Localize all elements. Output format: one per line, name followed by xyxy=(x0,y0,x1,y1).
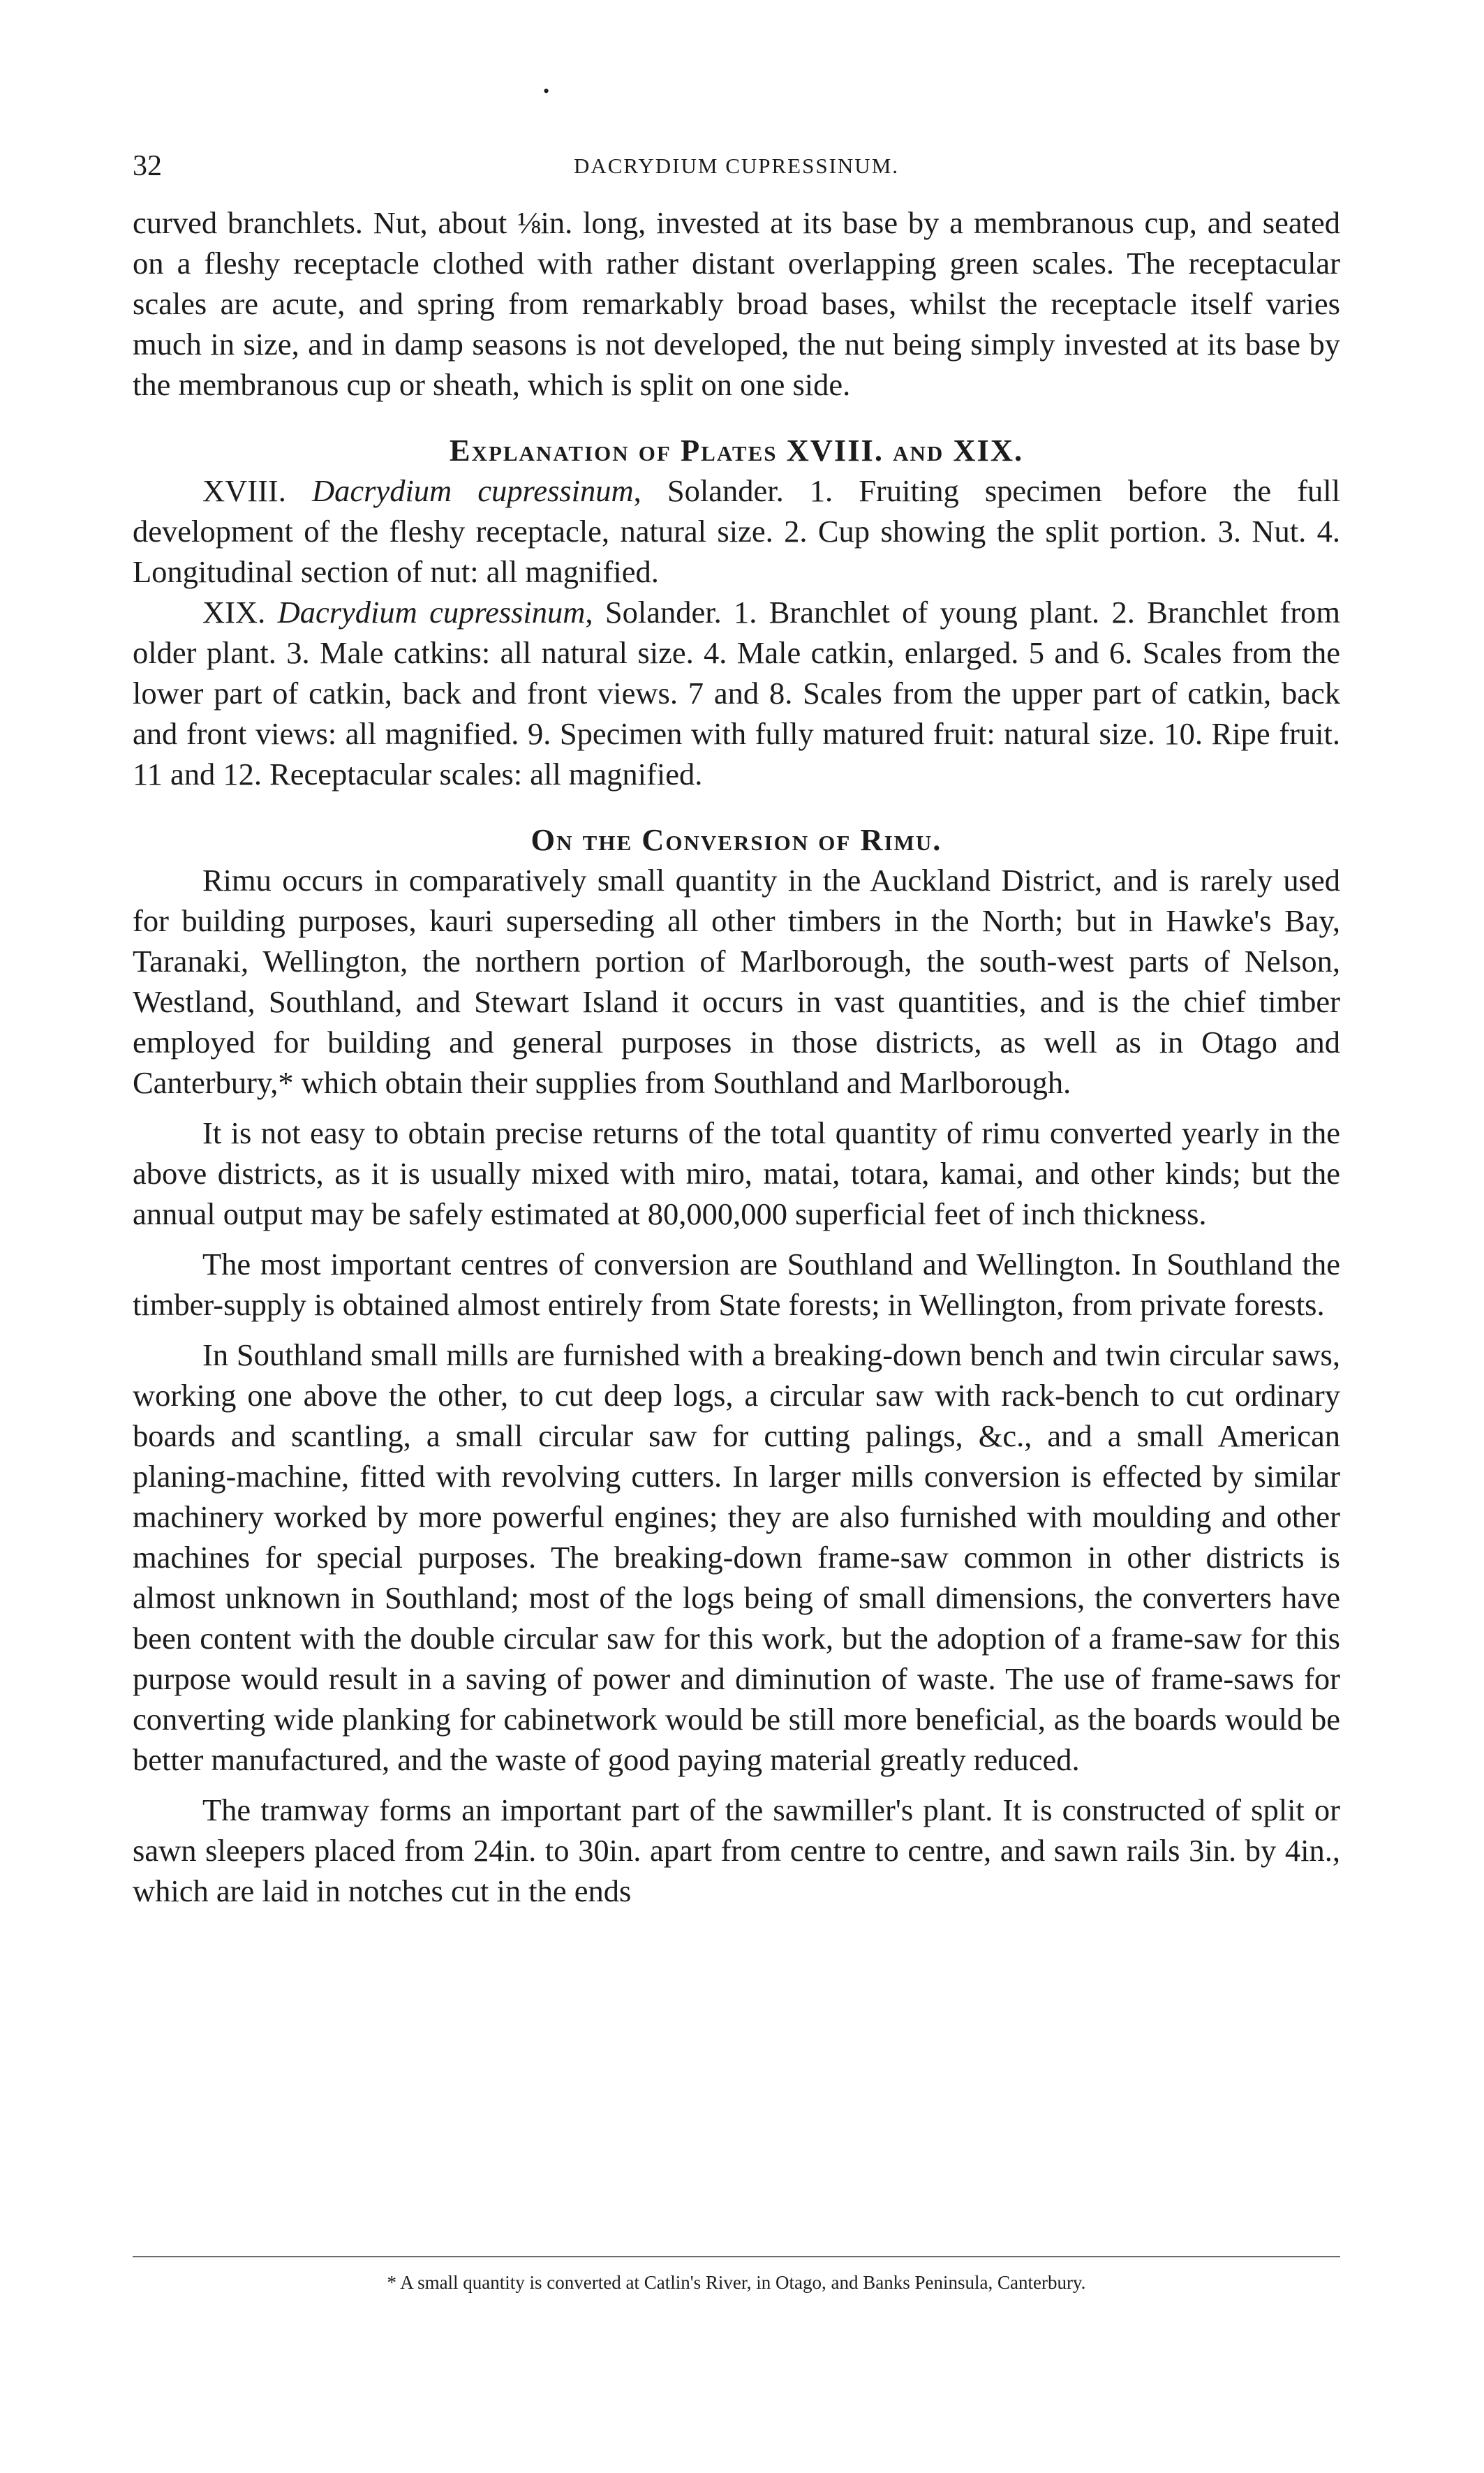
page-text xyxy=(133,202,1340,1911)
plate-18-text: , Solander. 1. Fruiting specimen before the full development of the fleshy receptacle, natural size. 2. Cup showing the split portion. 3. Nut. 4. Longitudinal section of nut: all magnified. xyxy=(133,473,1340,589)
conversion-paragraph-3: The most important centres of conversion are Southland and Wellington. In Southland the timber-supply is obtained almost entirely from State forests; in Wellington, from private forests. xyxy=(133,1247,1340,1322)
conversion-paragraph-4: In Southland small mills are furnished with a breaking-down bench and twin circular saws, working one above the other, to cut deep logs, a circular saw with rack-bench to cut ordinary boards and scantling, a small circular saw for cutting palings, &c., and a small American planing-machine, fitted with revolving cutters. In larger mills conversion is effected by similar machinery worked by more powerful engines; they are also furnished with moulding and other machines for special purposes. The breaking-down frame-saw common in other districts is almost unknown in Southland; most of the logs being of small dimensions, the converters have been content with the double circular saw for this work, but the adoption of a frame-saw for this purpose would result in a saving of power and diminution of waste. The use of frame-saws for converting wide planking for cabinetwork would be still more beneficial, as the boards would be better manufactured, and the waste of good paying material greatly reduced. xyxy=(133,1337,1340,1777)
running-title: DACRYDIUM CUPRESSINUM. xyxy=(573,154,900,178)
plate-19-species: Dacrydium cupressinum xyxy=(277,595,586,630)
plate-19-explanation xyxy=(133,592,1340,794)
conversion-paragraph-2: It is not easy to obtain precise returns of the total quantity of rimu converted yearly in the above districts, as it is usually mixed with miro, matai, totara, kamai, and other kinds; but the annual output may be safely estimated at 80,000,000 superficial feet of inch thickness. xyxy=(133,1115,1340,1231)
running-head xyxy=(133,145,1340,187)
plate-18-species: Dacrydium cupressinum xyxy=(311,473,634,508)
conversion-paragraph-1: Rimu occurs in comparatively small quantity in the Auckland District, and is rarely used for building purposes, kauri superseding all other timbers in the North; but in Hawke's Bay, Taranaki, Wellington, the northern portion of Marlborough, the south-west parts of Nelson, Westland, Southland, and Stewart Island it occurs in vast quantities, and is the chief timber employed for building and general purposes in those districts, as well as in Otago and Canterbury,* which obtain their supplies from Southland and Marlborough. xyxy=(133,863,1340,1100)
footnote-rule xyxy=(133,2256,1340,2257)
plates-heading: Explanation of Plates XVIII. and XIX. xyxy=(449,433,1024,468)
page-number: 32 xyxy=(133,150,162,182)
plate-18-explanation xyxy=(133,470,1340,592)
stray-mark: • xyxy=(543,81,550,101)
plate-19-text: , Solander. 1. Branchlet of young plant. 2. Branchlet from older plant. 3. Male catkins: all natural size. 4. Male catkin, enlarged. 5 and 6. Scales from the lower part of catkin, back and front views. 7 and 8. Scales from the upper part of catkin, back and front views: all magnified. 9. Specimen with fully matured fruit: natural size. 10. Ripe fruit. 11 and 12. Receptacular scales: all magnified. xyxy=(133,595,1340,792)
plate-19-number: XIX. xyxy=(202,595,266,630)
conversion-heading: On the Conversion of Rimu. xyxy=(530,822,942,857)
footnote: * A small quantity is converted at Catlin's River, in Otago, and Banks Peninsula, Canterbury. xyxy=(387,2272,1086,2293)
paragraph-continued: curved branchlets. Nut, about ⅛in. long, invested at its base by a membranous cup, and seated on a fleshy receptacle clothed with rather distant overlapping green scales. The receptacular scales are acute, and spring from remarkably broad bases, whilst the receptacle itself varies much in size, and in damp seasons is not developed, the nut being simply invested at its base by the membranous cup or sheath, which is split on one side. xyxy=(133,205,1340,402)
plate-18-number: XVIII. xyxy=(202,473,286,508)
conversion-paragraph-5: The tramway forms an important part of the sawmiller's plant. It is constructed of split or sawn sleepers placed from 24in. to 30in. apart from centre to centre, and sawn rails 3in. by 4in., which are laid in notches cut in the ends xyxy=(133,1792,1340,1908)
